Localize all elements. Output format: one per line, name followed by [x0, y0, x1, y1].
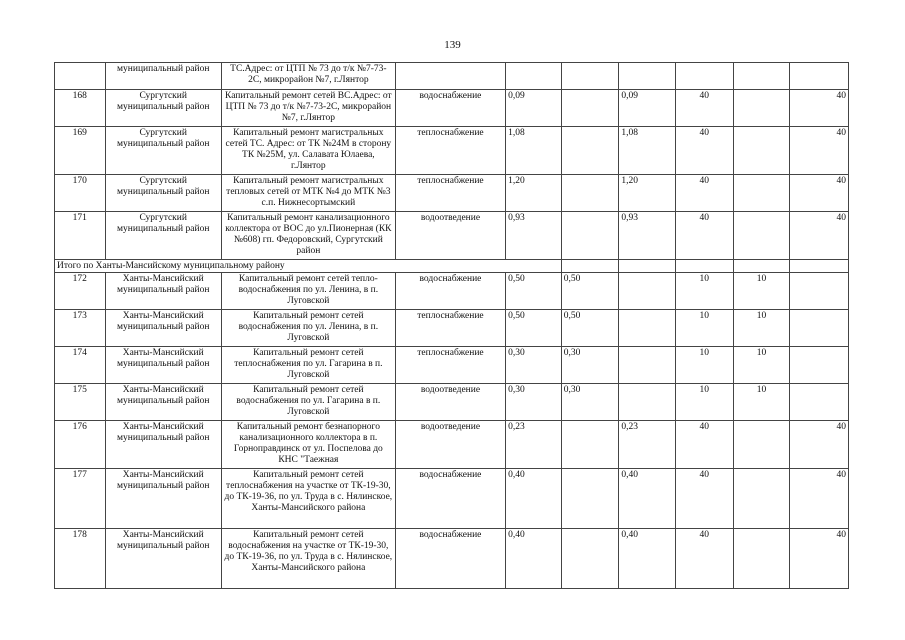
district-total-row [55, 260, 849, 273]
lifetime-col2-cell [733, 469, 790, 529]
district-cell: Сургутский муниципальный район [105, 212, 221, 260]
lifetime-col1-cell: 40 [675, 421, 733, 469]
volume-year2-cell: 0,40 [619, 529, 676, 589]
empty-cell [561, 260, 619, 273]
volume-year1-cell [561, 127, 619, 175]
total-length-cell: 0,50 [506, 310, 562, 347]
lifetime-col1-cell: 40 [675, 469, 733, 529]
volume-year2-cell: 1,20 [619, 175, 676, 212]
lifetime-col3-cell: 40 [790, 469, 849, 529]
volume-year1-cell: 0,30 [561, 384, 619, 421]
network-type-cell: водоснабжение [395, 529, 505, 589]
total-length-cell: 0,30 [506, 347, 562, 384]
network-type-cell: теплоснабжение [395, 310, 505, 347]
volume-year1-cell [561, 175, 619, 212]
table-row [55, 384, 849, 421]
volume-year2-cell [619, 310, 676, 347]
lifetime-col1-cell: 40 [675, 212, 733, 260]
network-type-cell: водоотведение [395, 384, 505, 421]
lifetime-col2-cell [733, 127, 790, 175]
network-type-cell: водоотведение [395, 212, 505, 260]
district-cell: Ханты-Мансийский муниципальный район [105, 469, 221, 529]
empty-cell [733, 260, 790, 273]
total-length-cell: 1,20 [506, 175, 562, 212]
lifetime-col1-cell: 40 [675, 90, 733, 127]
row-number-cell: 173 [55, 310, 106, 347]
total-length-cell: 0,93 [506, 212, 562, 260]
description-cell: Капитальный ремонт сетей ВС.Адрес: от ЦТП № 73 до т/к №7-73-2С, микрорайон №7, г.Лянтор [221, 90, 395, 127]
total-length-cell: 0,40 [506, 469, 562, 529]
description-cell: Капитальный ремонт сетей водоснабжения по ул. Гагарина в п. Луговской [221, 384, 395, 421]
lifetime-col2-cell [733, 212, 790, 260]
table-row [55, 310, 849, 347]
volume-year1-cell [561, 63, 619, 90]
lifetime-col3-cell: 40 [790, 127, 849, 175]
network-type-cell: теплоснабжение [395, 347, 505, 384]
row-number-cell: 178 [55, 529, 106, 589]
volume-year2-cell [619, 63, 676, 90]
network-type-cell: водоснабжение [395, 469, 505, 529]
description-cell: Капитальный ремонт безнапорного канализационного коллектора в п. Горноправдинск от ул. Поспелова до КНС "Таежная [221, 421, 395, 469]
row-number-cell: 169 [55, 127, 106, 175]
total-length-cell: 0,40 [506, 529, 562, 589]
lifetime-col1-cell [675, 63, 733, 90]
lifetime-col3-cell: 40 [790, 212, 849, 260]
lifetime-col2-cell: 10 [733, 310, 790, 347]
row-number-cell: 172 [55, 273, 106, 310]
page-number: 139 [444, 39, 461, 51]
district-cell: Сургутский муниципальный район [105, 127, 221, 175]
empty-cell [790, 260, 849, 273]
row-number-cell: 170 [55, 175, 106, 212]
row-number-cell: 175 [55, 384, 106, 421]
volume-year2-cell: 0,40 [619, 469, 676, 529]
capital-repair-table [54, 62, 849, 589]
table-row [55, 529, 849, 589]
lifetime-col2-cell [733, 90, 790, 127]
district-cell: Сургутский муниципальный район [105, 175, 221, 212]
description-cell: Капитальный ремонт сетей водоснабжения на участке от ТК-19-30, до ТК-19-36, по ул. Труда в с. Нялинское, Ханты-Мансийского района [221, 529, 395, 589]
lifetime-col3-cell: 40 [790, 529, 849, 589]
volume-year1-cell: 0,50 [561, 273, 619, 310]
lifetime-col1-cell: 10 [675, 347, 733, 384]
lifetime-col3-cell: 40 [790, 90, 849, 127]
total-length-cell: 0,23 [506, 421, 562, 469]
row-number-cell: 171 [55, 212, 106, 260]
volume-year1-cell [561, 469, 619, 529]
lifetime-col2-cell: 10 [733, 273, 790, 310]
volume-year2-cell [619, 347, 676, 384]
description-cell: ТС.Адрес: от ЦТП № 73 до т/к №7-73-2С, микрорайон №7, г.Лянтор [221, 63, 395, 90]
row-number-cell: 176 [55, 421, 106, 469]
network-type-cell: теплоснабжение [395, 127, 505, 175]
description-cell: Капитальный ремонт сетей тепло-водоснабжения по ул. Ленина, в п. Луговской [221, 273, 395, 310]
volume-year2-cell: 0,09 [619, 90, 676, 127]
volume-year2-cell [619, 384, 676, 421]
volume-year2-cell: 0,23 [619, 421, 676, 469]
total-length-cell: 0,09 [506, 90, 562, 127]
empty-cell [619, 260, 676, 273]
table-row [55, 469, 849, 529]
network-type-cell: водоснабжение [395, 273, 505, 310]
table-row [55, 90, 849, 127]
volume-year1-cell: 0,30 [561, 347, 619, 384]
description-cell: Капитальный ремонт магистральных сетей ТС. Адрес: от ТК №24М в сторону ТК №25М, ул. Салавата Юлаева, г.Лянтор [221, 127, 395, 175]
district-cell: Ханты-Мансийский муниципальный район [105, 273, 221, 310]
lifetime-col1-cell: 10 [675, 273, 733, 310]
description-cell: Капитальный ремонт канализационного коллектора от ВОС до ул.Пионерная (КК №608) гп. Федоровский, Сургутский район [221, 212, 395, 260]
district-cell: Ханты-Мансийский муниципальный район [105, 421, 221, 469]
volume-year1-cell [561, 212, 619, 260]
total-length-cell: 0,50 [506, 273, 562, 310]
lifetime-col1-cell: 10 [675, 310, 733, 347]
volume-year1-cell [561, 421, 619, 469]
lifetime-col1-cell: 40 [675, 529, 733, 589]
volume-year1-cell [561, 90, 619, 127]
network-type-cell: водоотведение [395, 421, 505, 469]
lifetime-col2-cell [733, 175, 790, 212]
lifetime-col2-cell [733, 421, 790, 469]
network-type-cell: водоснабжение [395, 90, 505, 127]
lifetime-col1-cell: 10 [675, 384, 733, 421]
district-cell: Ханты-Мансийский муниципальный район [105, 529, 221, 589]
volume-year2-cell: 0,93 [619, 212, 676, 260]
lifetime-col3-cell [790, 384, 849, 421]
volume-year2-cell: 1,08 [619, 127, 676, 175]
description-cell: Капитальный ремонт сетей теплоснабжения по ул. Гагарина в п. Луговской [221, 347, 395, 384]
table-row [55, 347, 849, 384]
district-cell: муниципальный район [105, 63, 221, 90]
lifetime-col3-cell [790, 310, 849, 347]
lifetime-col3-cell [790, 273, 849, 310]
lifetime-col1-cell: 40 [675, 175, 733, 212]
row-number-cell [55, 63, 106, 90]
volume-year1-cell: 0,50 [561, 310, 619, 347]
lifetime-col3-cell [790, 347, 849, 384]
description-cell: Капитальный ремонт магистральных тепловых сетей от МТК №4 до МТК №3 с.п. Нижнесортымский [221, 175, 395, 212]
empty-cell [675, 260, 733, 273]
table-row [55, 421, 849, 469]
district-cell: Ханты-Мансийский муниципальный район [105, 347, 221, 384]
district-total-label: Итого по Ханты-Мансийскому муниципальному району [55, 260, 562, 273]
lifetime-col2-cell: 10 [733, 347, 790, 384]
description-cell: Капитальный ремонт сетей водоснабжения по ул. Ленина, в п. Луговской [221, 310, 395, 347]
table-row [55, 127, 849, 175]
total-length-cell [506, 63, 562, 90]
total-length-cell: 1,08 [506, 127, 562, 175]
lifetime-col1-cell: 40 [675, 127, 733, 175]
lifetime-col2-cell: 10 [733, 384, 790, 421]
lifetime-col2-cell [733, 529, 790, 589]
volume-year1-cell [561, 529, 619, 589]
lifetime-col3-cell: 40 [790, 175, 849, 212]
district-cell: Ханты-Мансийский муниципальный район [105, 384, 221, 421]
row-number-cell: 177 [55, 469, 106, 529]
row-number-cell: 168 [55, 90, 106, 127]
total-length-cell: 0,30 [506, 384, 562, 421]
district-cell: Сургутский муниципальный район [105, 90, 221, 127]
description-cell: Капитальный ремонт сетей теплоснабжения на участке от ТК-19-30, до ТК-19-36, по ул. Труда в с. Нялинское, Ханты-Мансийского района [221, 469, 395, 529]
table-row [55, 63, 849, 90]
table-row [55, 175, 849, 212]
lifetime-col3-cell [790, 63, 849, 90]
network-type-cell [395, 63, 505, 90]
district-cell: Ханты-Мансийский муниципальный район [105, 310, 221, 347]
table-row [55, 273, 849, 310]
row-number-cell: 174 [55, 347, 106, 384]
volume-year2-cell [619, 273, 676, 310]
lifetime-col3-cell: 40 [790, 421, 849, 469]
lifetime-col2-cell [733, 63, 790, 90]
network-type-cell: теплоснабжение [395, 175, 505, 212]
table-row [55, 212, 849, 260]
